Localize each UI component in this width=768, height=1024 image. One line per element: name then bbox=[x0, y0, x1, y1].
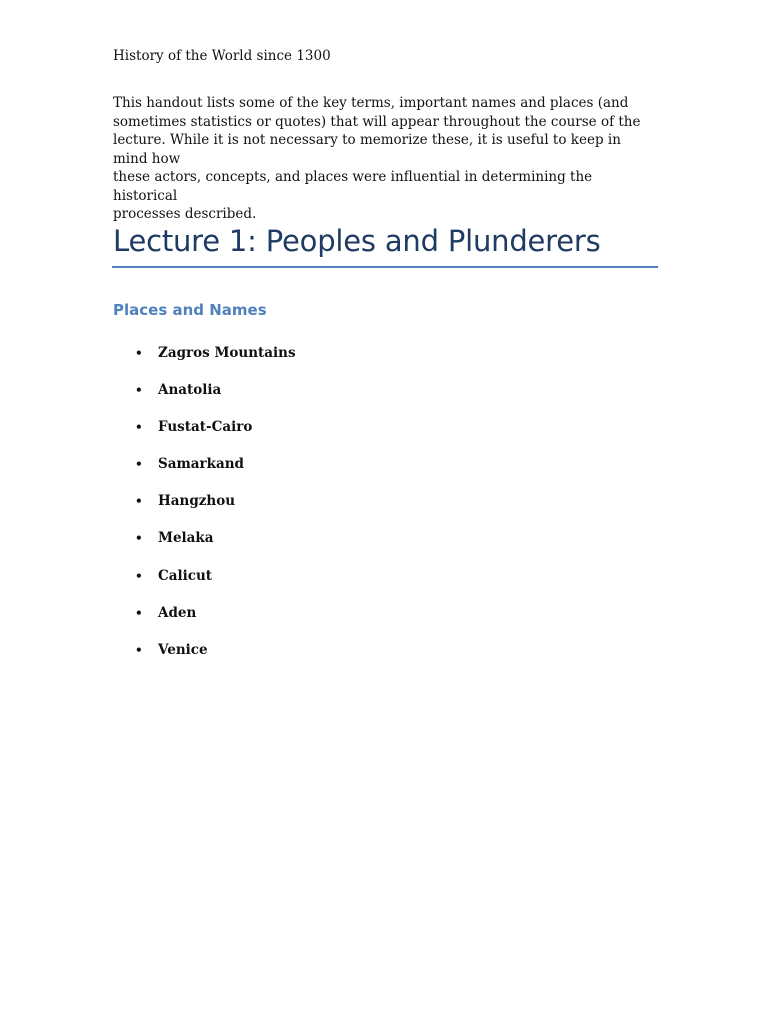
bullet-icon: • bbox=[135, 606, 143, 620]
place-name: Zagros Mountains bbox=[158, 345, 296, 361]
list-item bbox=[135, 566, 212, 586]
bullet-icon: • bbox=[135, 569, 143, 583]
list-item bbox=[135, 454, 244, 474]
bullet-icon: • bbox=[135, 457, 143, 471]
bullet-icon: • bbox=[135, 383, 143, 397]
place-name: Calicut bbox=[158, 568, 213, 584]
list-item bbox=[135, 640, 208, 660]
bullet-icon: • bbox=[135, 346, 143, 360]
list-item bbox=[135, 380, 221, 400]
place-name: Anatolia bbox=[158, 382, 222, 398]
place-name: Fustat-Cairo bbox=[158, 419, 253, 435]
place-name: Venice bbox=[158, 642, 208, 658]
title-underline bbox=[112, 266, 658, 268]
place-name: Hangzhou bbox=[158, 493, 236, 509]
list-item bbox=[135, 343, 296, 363]
intro-line: sometimes statistics or quotes) that will appear throughout the course of the bbox=[113, 113, 641, 130]
list-item bbox=[135, 491, 235, 511]
intro-paragraph bbox=[113, 94, 658, 224]
document-header: History of the World since 1300 bbox=[113, 48, 331, 64]
bullet-icon: • bbox=[135, 420, 143, 434]
place-name: Aden bbox=[158, 605, 197, 621]
bullet-icon: • bbox=[135, 494, 143, 508]
list-item bbox=[135, 528, 214, 548]
lecture-title: Lecture 1: Peoples and Plunderers bbox=[113, 224, 601, 258]
list-item bbox=[135, 603, 196, 623]
intro-line: these actors, concepts, and places were influential in determining the historical bbox=[113, 169, 593, 204]
list-item bbox=[135, 417, 252, 437]
intro-line: processes described. bbox=[113, 206, 257, 222]
intro-line: This handout lists some of the key terms, important names and places (and bbox=[113, 95, 629, 111]
bullet-icon: • bbox=[135, 643, 143, 657]
section-heading-places: Places and Names bbox=[113, 301, 267, 319]
place-name: Samarkand bbox=[158, 456, 244, 472]
place-name: Melaka bbox=[158, 530, 214, 546]
intro-line: lecture. While it is not necessary to memorize these, it is useful to keep in mind how bbox=[113, 132, 621, 167]
bullet-icon: • bbox=[135, 531, 143, 545]
